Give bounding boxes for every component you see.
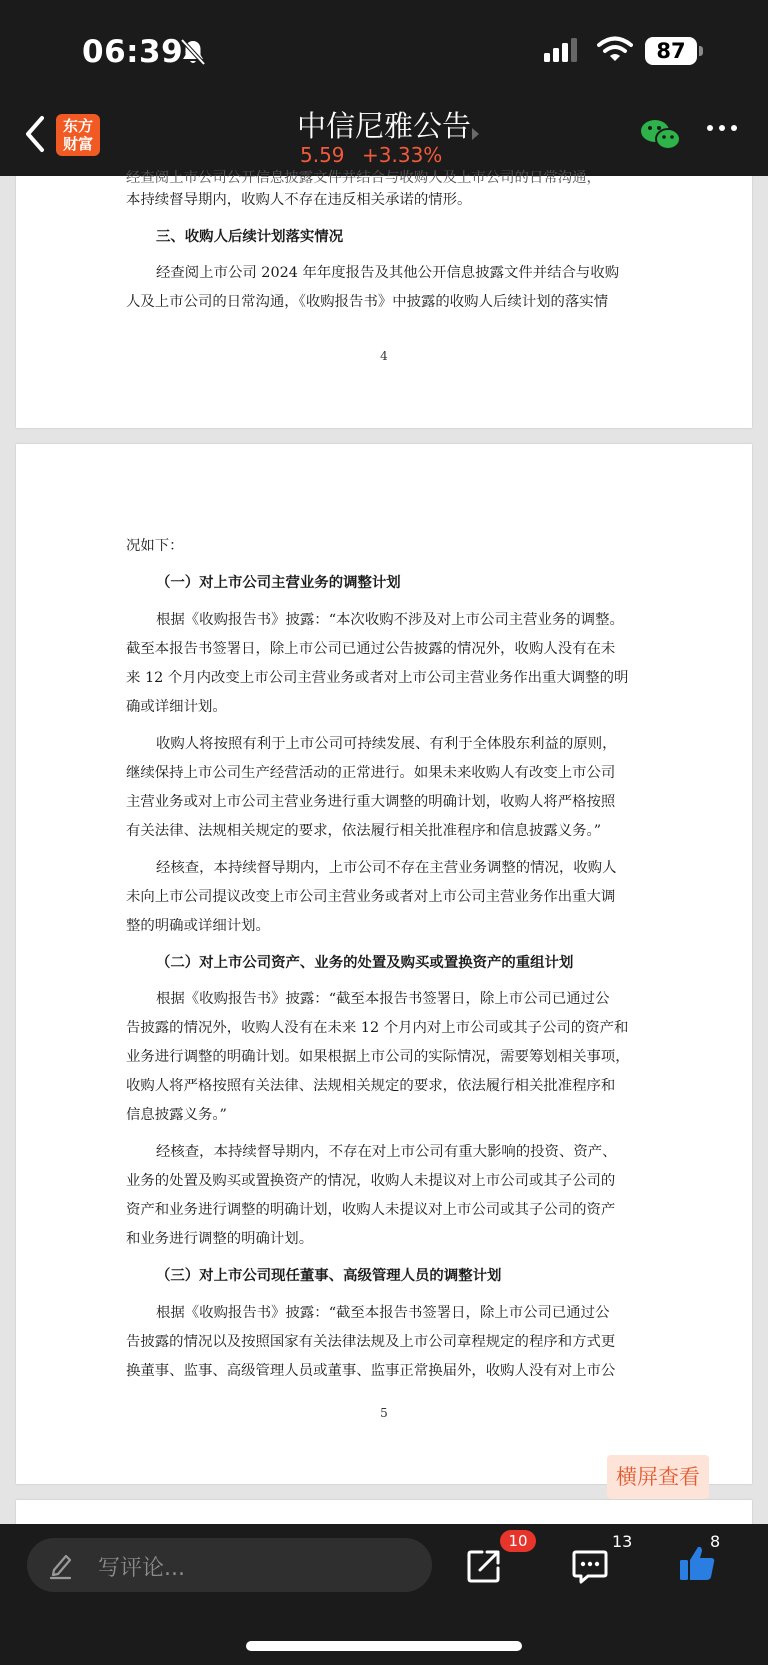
mute-bell-icon — [180, 38, 206, 66]
comment-input[interactable] — [27, 1538, 432, 1592]
status-time: 06:39 — [82, 34, 184, 70]
doc-line: 根据《收购报告书》披露：“截至本报告书签署日，除上市公司已通过公 — [156, 1305, 610, 1321]
doc-line: 经查阅上市公司 2024 年年度报告及其他公开信息披露文件并结合与收购 — [156, 265, 620, 281]
page-number: 5 — [380, 1406, 388, 1420]
doc-line: 收购人将严格按照有关法律、法规相关规定的要求，依法履行相关批准程序和 — [126, 1078, 616, 1094]
doc-line: 告披露的情况以及按照国家有关法律法规及上市公司章程规定的程序和方式更 — [126, 1334, 616, 1350]
logo-line2: 财富 — [62, 135, 93, 153]
logo-line1: 东方 — [62, 117, 93, 135]
wechat-share-icon[interactable] — [640, 118, 682, 152]
subsection-heading: （一）对上市公司主营业务的调整计划 — [156, 574, 401, 591]
doc-line: 业务进行调整的明确计划。如果根据上市公司的实际情况，需要筹划相关事项， — [126, 1049, 630, 1065]
landscape-view-button[interactable]: 横屏查看 — [607, 1455, 709, 1499]
doc-line: 信息披露义务。” — [126, 1107, 227, 1123]
page-title: 中信尼雅公告 — [296, 109, 471, 143]
share-badge: 10 — [500, 1530, 536, 1552]
home-indicator — [246, 1641, 522, 1651]
doc-line: 主营业务或对上市公司主营业务进行重大调整的明确计划，收购人将严格按照 — [126, 794, 616, 810]
doc-line: 未向上市公司提议改变上市公司主营业务或者对上市公司主营业务作出重大调 — [126, 889, 616, 905]
stock-price: 5.59 — [300, 143, 345, 167]
document-page-5 — [16, 444, 752, 1484]
section-heading: 三、收购人后续计划落实情况 — [156, 228, 344, 245]
comments-icon[interactable] — [572, 1548, 608, 1584]
likes-count: 8 — [710, 1532, 721, 1551]
doc-line: 根据《收购报告书》披露：“截至本报告书签署日，除上市公司已通过公 — [156, 991, 610, 1007]
doc-line: 况如下： — [126, 538, 184, 554]
doc-line: 收购人将按照有利于上市公司可持续发展、有利于全体股东利益的原则， — [156, 736, 617, 752]
stock-change: +3.33% — [362, 143, 443, 167]
doc-line: 经核查，本持续督导期内，上市公司不存在主营业务调整的情况，收购人 — [156, 860, 617, 876]
document-page-4 — [16, 170, 752, 428]
doc-line: 人及上市公司的日常沟通，《收购报告书》中披露的收购人后续计划的落实情 — [126, 294, 609, 310]
doc-line: 资产和业务进行调整的明确计划，收购人未提议对上市公司或其子公司的资产 — [126, 1202, 616, 1218]
doc-line: 整的明确或详细计划。 — [126, 918, 270, 934]
doc-line: 经核查，本持续督导期内，不存在对上市公司有重大影响的投资、资产、 — [156, 1144, 617, 1160]
doc-line: 来 12 个月内改变上市公司主营业务或者对上市公司主营业务作出重大调整的明 — [126, 670, 629, 686]
doc-line: 有关法律、法规相关规定的要求，依法履行相关批准程序和信息披露义务。” — [126, 823, 602, 839]
doc-line: 确或详细计划。 — [126, 699, 227, 715]
share-icon[interactable] — [466, 1548, 502, 1584]
doc-line: 截至本报告书签署日，除上市公司已通过公告披露的情况外，收购人没有在未 — [126, 641, 616, 657]
doc-line: 和业务进行调整的明确计划。 — [126, 1231, 314, 1247]
doc-line: 本持续督导期内，收购人不存在违反相关承诺的情形。 — [126, 192, 472, 208]
page-number: 4 — [380, 349, 388, 363]
pencil-icon — [48, 1550, 76, 1580]
doc-line: 经查阅上市公司公开信息披露文件并结合与收购人及上市公司的日常沟通， — [126, 170, 601, 186]
doc-line: 告披露的情况外，收购人没有在未来 12 个月内对上市公司或其子公司的资产和 — [126, 1020, 629, 1036]
comments-count: 13 — [612, 1532, 633, 1551]
doc-line: 换董事、监事、高级管理人员或董事、监事正常换届外，收购人没有对上市公 — [126, 1363, 616, 1379]
more-icon[interactable] — [706, 122, 738, 134]
subsection-heading: （三）对上市公司现任董事、高级管理人员的调整计划 — [156, 1267, 502, 1284]
subsection-heading: （二）对上市公司资产、业务的处置及购买或置换资产的重组计划 — [156, 954, 574, 971]
doc-line: 继续保持上市公司生产经营活动的正常进行。如果未来收购人有改变上市公司 — [126, 765, 616, 781]
doc-line: 业务的处置及购买或置换资产的情况，收购人未提议对上市公司或其子公司的 — [126, 1173, 616, 1189]
doc-line: 根据《收购报告书》披露：“本次收购不涉及对上市公司主营业务的调整。 — [156, 612, 624, 628]
battery-cap — [699, 46, 703, 56]
signal-icon — [544, 38, 580, 62]
title-chevron-icon[interactable] — [472, 128, 479, 140]
battery-indicator: 87 — [645, 37, 697, 65]
wifi-icon — [597, 36, 633, 62]
comment-placeholder[interactable]: 写评论... — [98, 1556, 185, 1581]
